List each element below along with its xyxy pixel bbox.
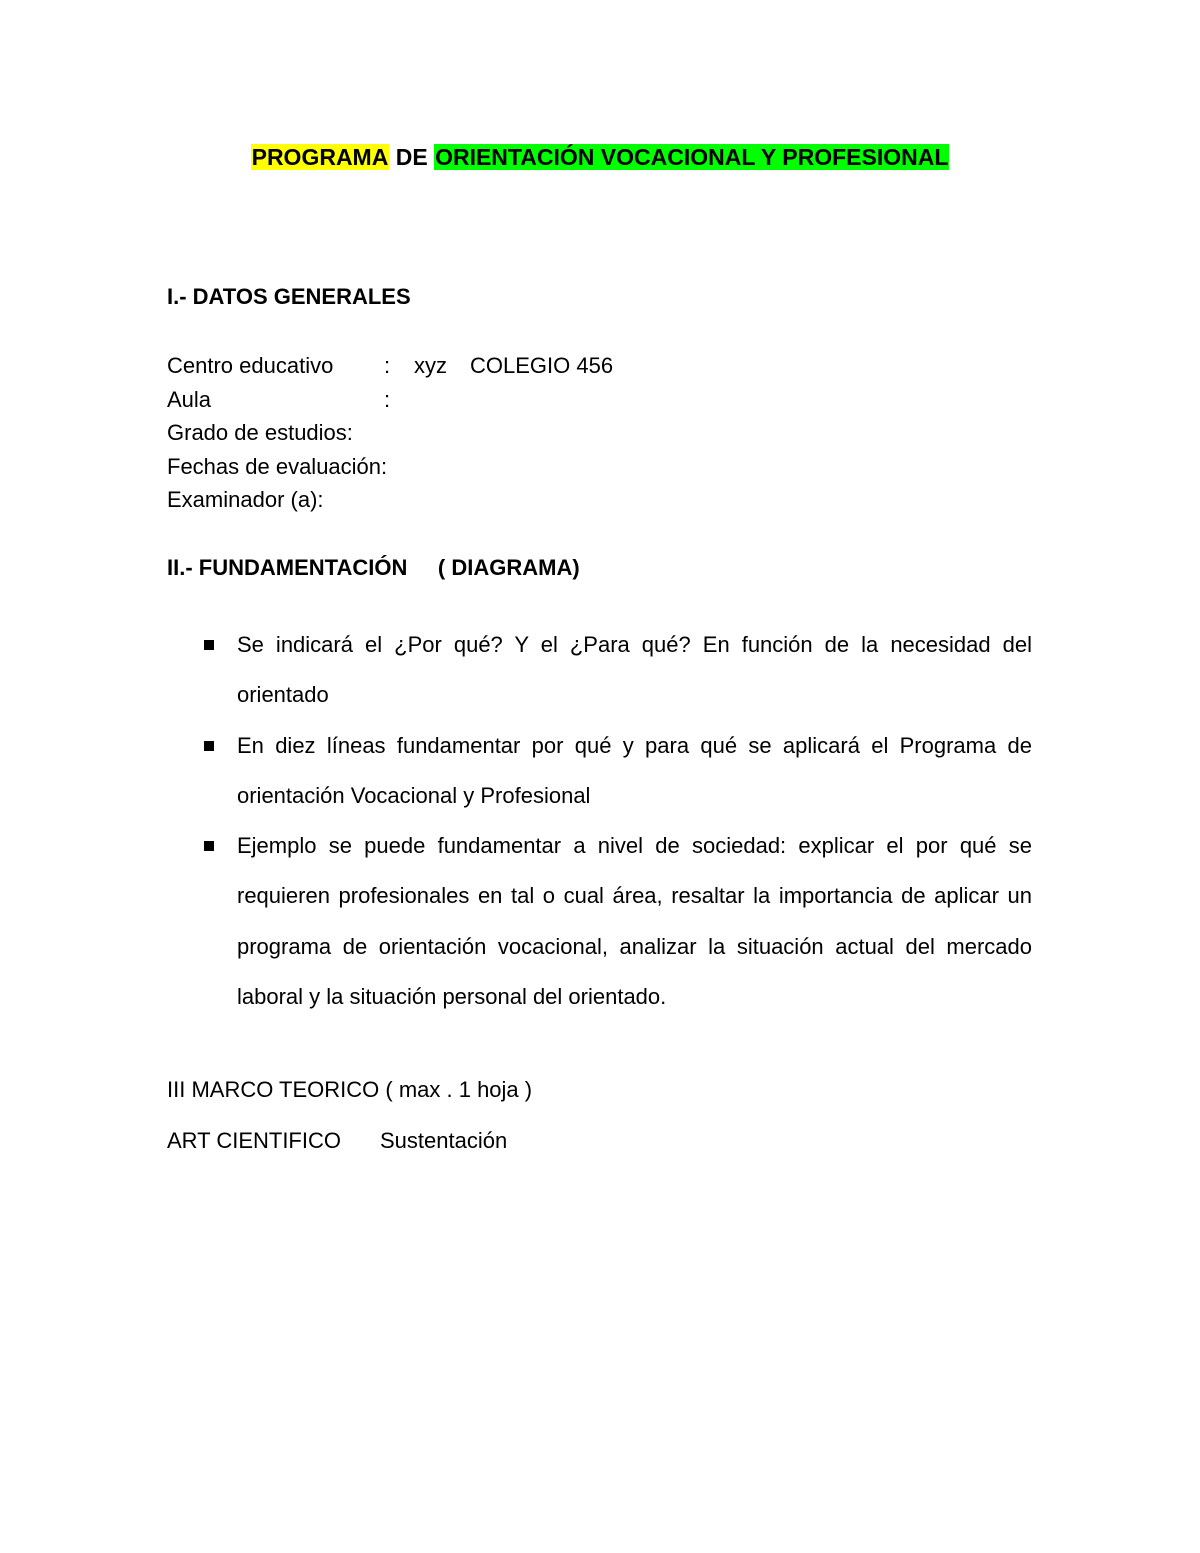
field-value-secondary: COLEGIO 456 xyxy=(470,353,614,378)
field-label: Examinador (a): xyxy=(167,487,324,512)
bullet-list xyxy=(237,620,1032,1022)
field-grado xyxy=(167,418,353,448)
document-title xyxy=(0,141,1200,173)
title-highlight-orientacion: ORIENTACIÓN VOCACIONAL Y PROFESIONAL xyxy=(435,144,949,170)
list-item xyxy=(237,721,1032,822)
sustentacion-label: Sustentación xyxy=(380,1128,508,1153)
field-centro-educativo xyxy=(167,351,614,381)
list-item-text: En diez líneas fundamentar por qué y para qué se aplicará el Programa de orientación Vocacional y Profesional xyxy=(237,732,1032,808)
field-fechas xyxy=(167,452,387,482)
section2-heading: II.- FUNDAMENTACIÓN ( DIAGRAMA) xyxy=(167,555,580,580)
list-item xyxy=(237,821,1032,1022)
field-examinador xyxy=(167,485,324,515)
field-label: Aula xyxy=(167,387,212,412)
field-label: Fechas de evaluación: xyxy=(167,454,388,479)
square-bullet-icon xyxy=(204,640,214,650)
title-highlight-programa: PROGRAMA xyxy=(251,144,389,170)
list-item xyxy=(237,620,1032,721)
section3-heading: III MARCO TEORICO ( max . 1 hoja ) xyxy=(167,1077,533,1102)
section3-line xyxy=(167,1126,508,1156)
list-item-text: Ejemplo se puede fundamentar a nivel de sociedad: explicar el por qué se requieren profesionales en tal o cual área, resaltar la importancia de aplicar un programa de orientación vocacional, analizar la situación actual del mercado laboral y la situación personal del orientado. xyxy=(237,833,1032,1010)
title-connector: DE xyxy=(389,144,435,170)
square-bullet-icon xyxy=(204,841,214,851)
field-colon: : xyxy=(384,387,391,412)
square-bullet-icon xyxy=(204,741,214,751)
field-aula xyxy=(167,385,391,415)
field-label: Grado de estudios: xyxy=(167,420,353,445)
field-label: Centro educativo xyxy=(167,353,334,378)
art-cientifico-label: ART CIENTIFICO xyxy=(167,1128,341,1153)
list-item-text: Se indicará el ¿Por qué? Y el ¿Para qué? En función de la necesidad del orientado xyxy=(237,632,1032,708)
section1-heading: I.- DATOS GENERALES xyxy=(167,284,411,309)
field-colon: : xyxy=(384,353,391,378)
field-value: xyz xyxy=(414,353,447,378)
